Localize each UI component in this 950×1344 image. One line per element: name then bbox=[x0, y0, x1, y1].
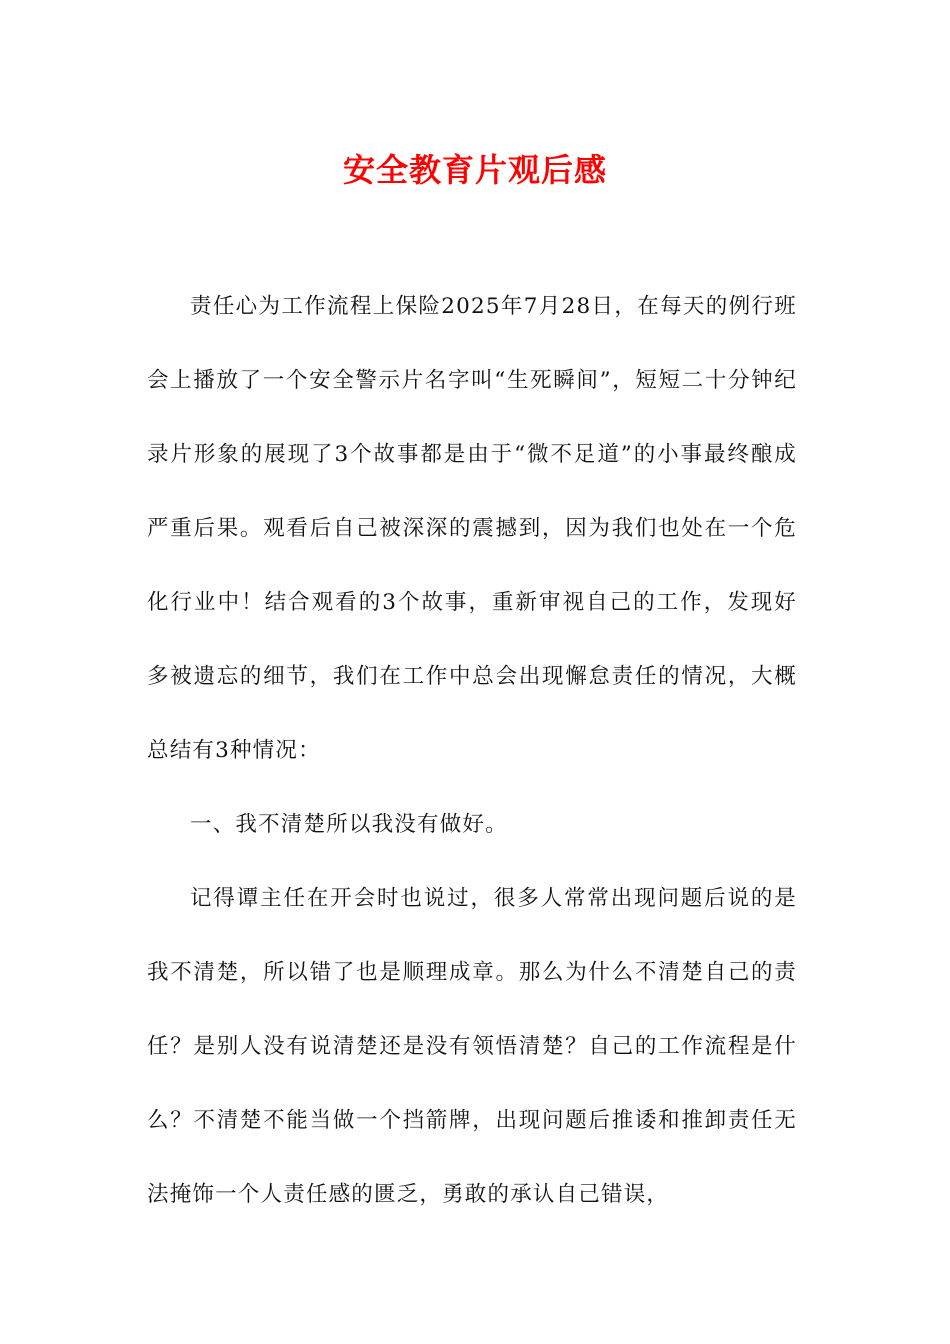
document-body bbox=[147, 270, 797, 1232]
paragraph-intro: 责任心为工作流程上保险2025年7月28日，在每天的例行班会上播放了一个安全警示片名字叫“生死瞬间”，短短二十分钟纪录片形象的展现了3个故事都是由于“微不足道”的小事最终酿成严重后果。观看后自己被深深的震撼到，因为我们也处在一个危化行业中！结合观看的3个故事，重新审视自己的工作，发现好多被遗忘的细节，我们在工作中总会出现懈怠责任的情况，大概总结有3种情况： bbox=[147, 294, 797, 763]
document-title: 安全教育片观后感 bbox=[342, 151, 607, 189]
paragraph-section-body: 记得谭主任在开会时也说过，很多人常常出现问题后说的是我不清楚，所以错了也是顺理成章。那么为什么不清楚自己的责任？是别人没有说清楚还是没有领悟清楚？自己的工作流程是什么？不清楚不能当做一个挡箭牌，出现问题后推诿和推卸责任无法掩饰一个人责任感的匮乏，勇敢的承认自己错误， bbox=[147, 886, 797, 1207]
paragraph-section-heading: 一、我不清楚所以我没有做好。 bbox=[190, 812, 508, 837]
